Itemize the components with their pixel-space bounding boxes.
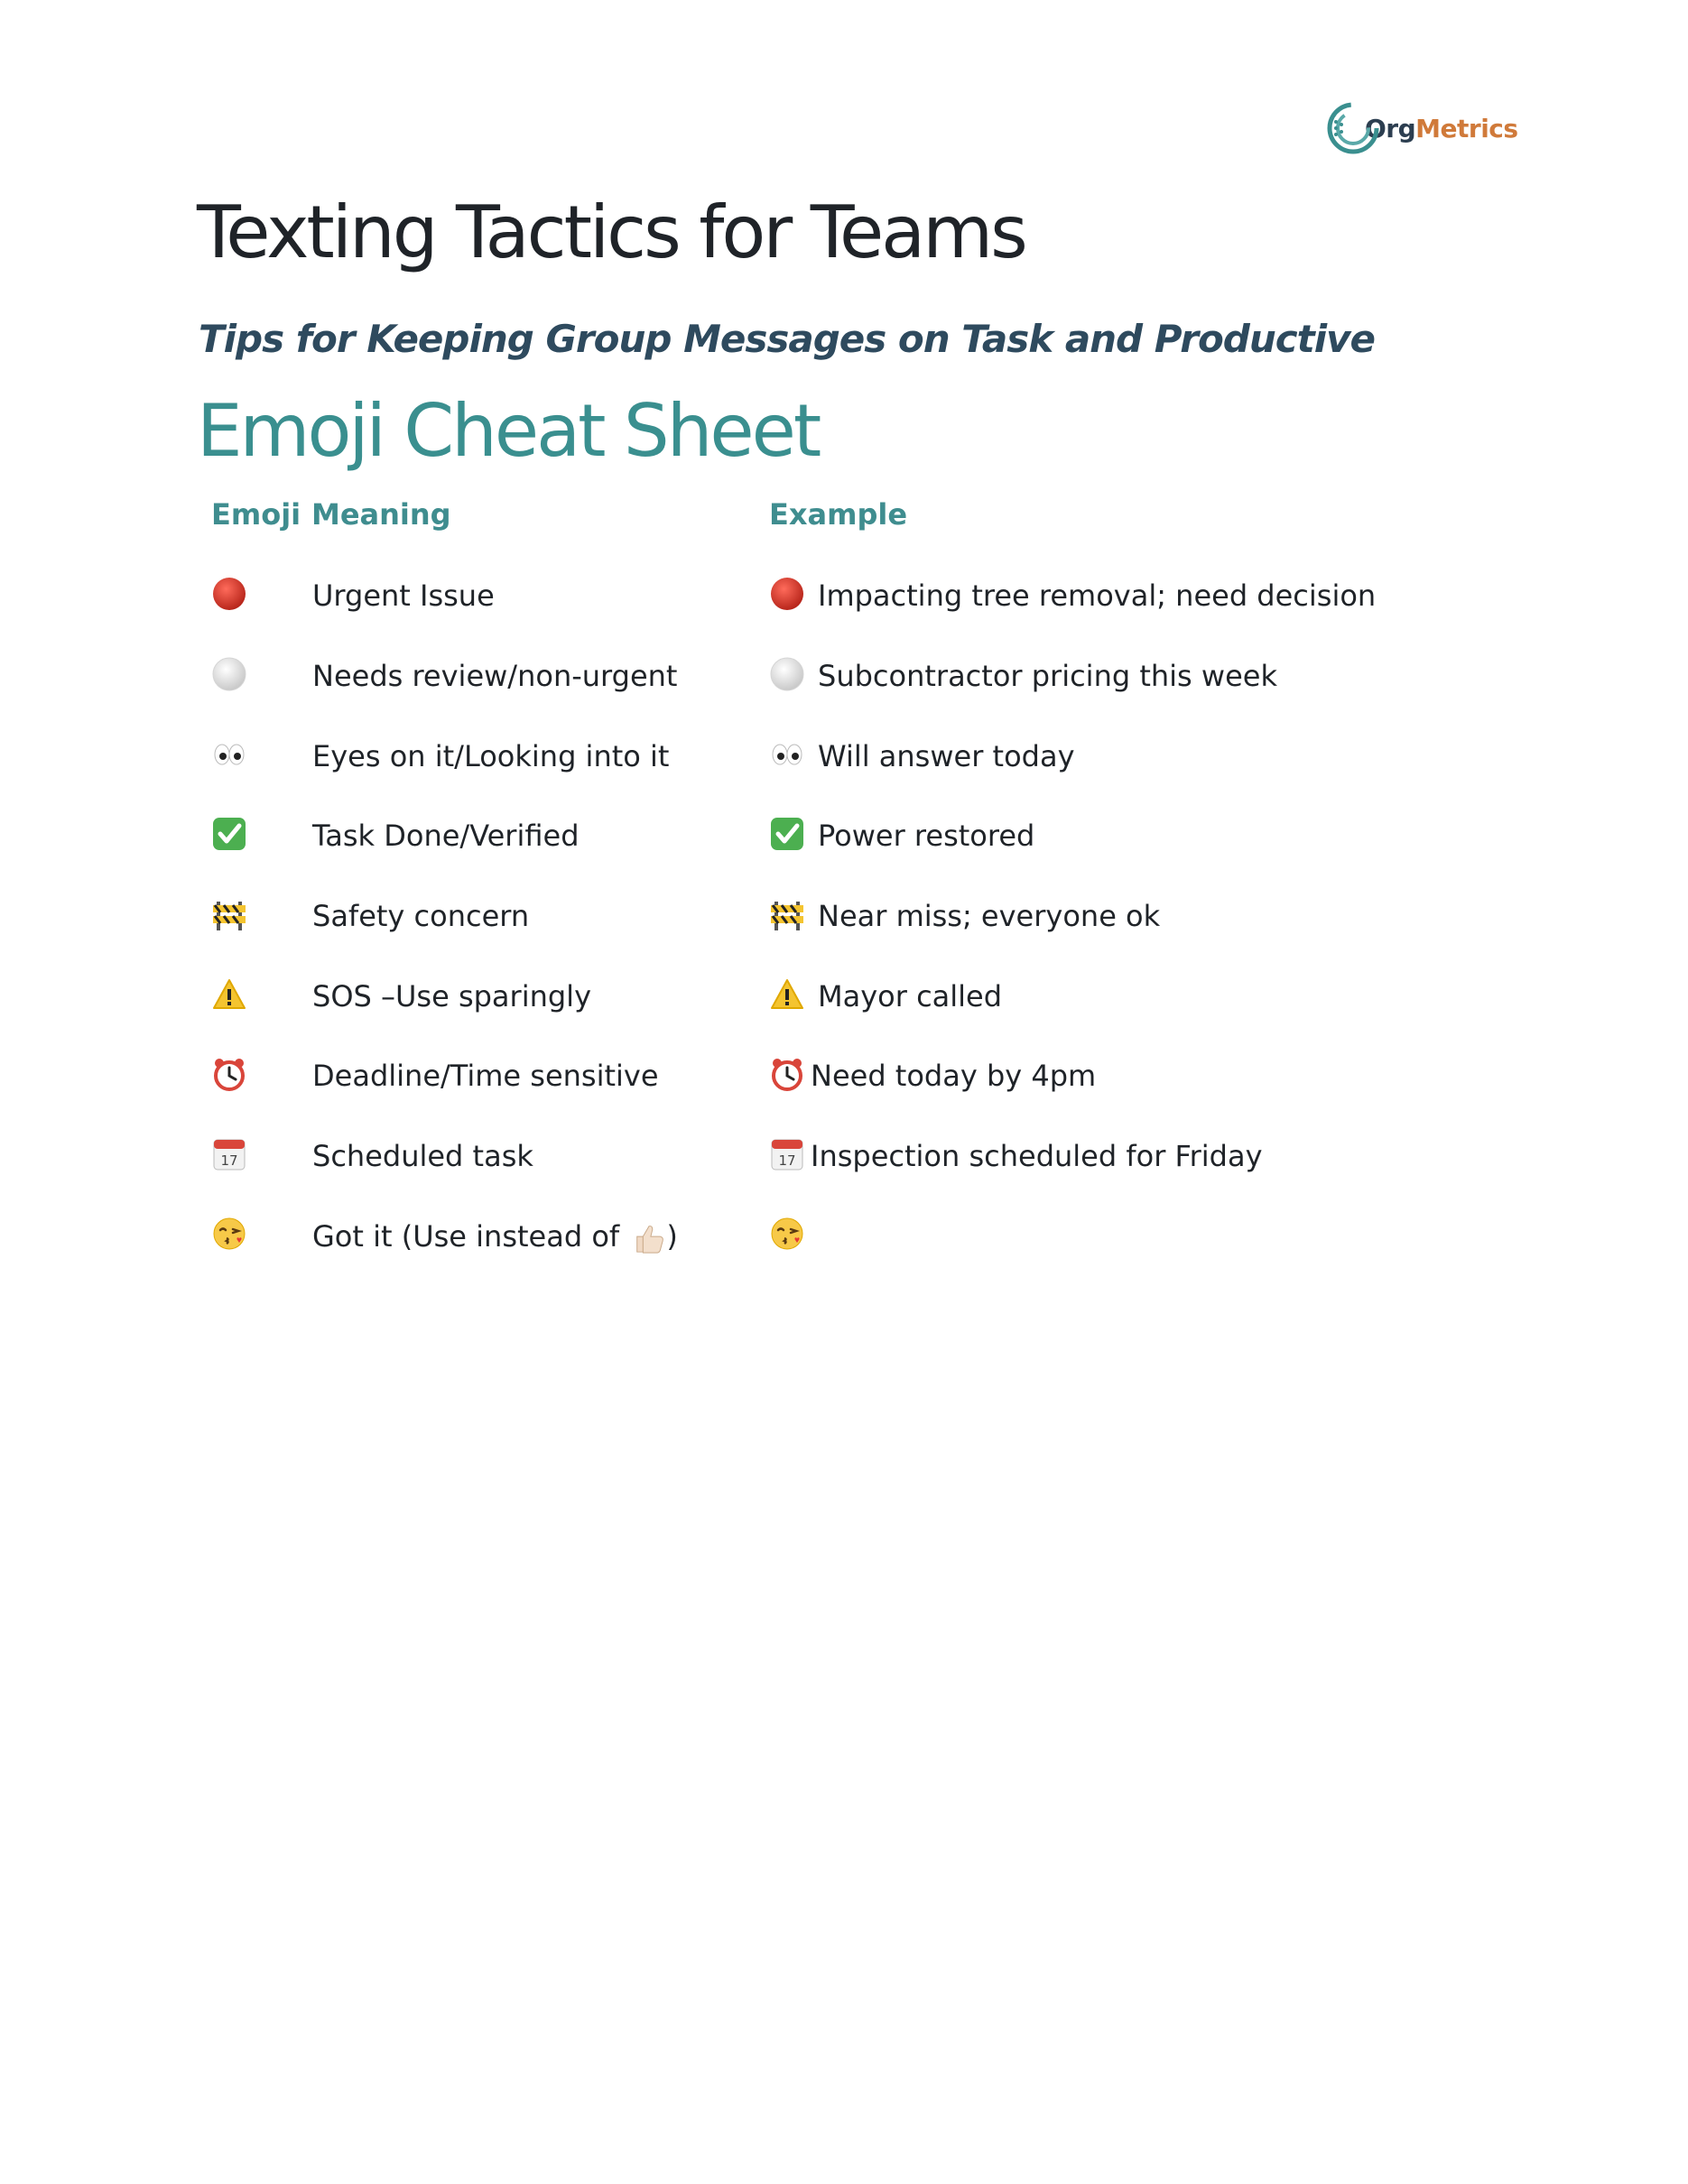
alarm-clock-icon [211, 1056, 247, 1092]
example-text: Subcontractor pricing this week [818, 659, 1277, 693]
white-circle-icon [769, 656, 805, 692]
svg-text:17: 17 [220, 1152, 238, 1169]
red-circle-icon [211, 576, 247, 612]
meaning-text: SOS –Use sparingly [312, 979, 591, 1013]
kissing-face-icon [769, 1216, 805, 1252]
table-row [0, 1216, 1688, 1270]
table-row [0, 736, 1688, 791]
meaning-text: Safety concern [312, 899, 530, 933]
orgmetrics-logo-mark-icon [1327, 102, 1379, 154]
table-row [0, 896, 1688, 950]
example-text: Inspection scheduled for Friday [811, 1139, 1263, 1173]
example-text: Power restored [818, 819, 1035, 853]
kissing-face-icon [211, 1216, 247, 1252]
table-row [0, 976, 1688, 1031]
warning-icon [769, 976, 805, 1013]
example-text: Will answer today [818, 739, 1075, 773]
column-header-emoji: Emoji [211, 497, 301, 532]
check-mark-button-icon [769, 816, 805, 852]
column-header-example: Example [769, 497, 908, 532]
page-title: Texting Tactics for Teams [197, 190, 1025, 274]
construction-barrier-icon [211, 896, 247, 932]
warning-icon [211, 976, 247, 1013]
check-mark-button-icon [211, 816, 247, 852]
table-row [0, 816, 1688, 870]
orgmetrics-logo [1327, 99, 1518, 157]
section-title: Emoji Cheat Sheet [197, 389, 820, 473]
calendar-icon [769, 1136, 805, 1172]
example-text: Mayor called [818, 979, 1003, 1013]
table-row [0, 656, 1688, 710]
meaning-text: Needs review/non-urgent [312, 659, 678, 693]
eyes-icon [769, 736, 805, 773]
table-row [0, 1056, 1688, 1110]
example-text: Need today by 4pm [811, 1059, 1097, 1093]
construction-barrier-icon [769, 896, 805, 932]
example-text: Near miss; everyone ok [818, 899, 1161, 933]
table-row [0, 1136, 1688, 1190]
table-row [0, 576, 1688, 630]
meaning-text: Eyes on it/Looking into it [312, 739, 670, 773]
page-subtitle: Tips for Keeping Group Messages on Task and Productive [199, 317, 1376, 361]
meaning-text: Deadline/Time sensitive [312, 1059, 659, 1093]
meaning-text: Scheduled task [312, 1139, 533, 1173]
white-circle-icon [211, 656, 247, 692]
meaning-text: Urgent Issue [312, 578, 495, 613]
thumbs-up-icon [632, 1221, 666, 1255]
calendar-icon [211, 1136, 247, 1172]
red-circle-icon [769, 576, 805, 612]
meaning-text: Task Done/Verified [312, 819, 580, 853]
alarm-clock-icon [769, 1056, 805, 1092]
example-text: Impacting tree removal; need decision [818, 578, 1377, 613]
logo-text: OrgMetrics [1365, 113, 1518, 143]
meaning-text: Got it (Use instead of ) [312, 1219, 678, 1254]
svg-text:17: 17 [778, 1152, 796, 1169]
eyes-icon [211, 736, 247, 773]
column-header-meaning: Meaning [311, 497, 451, 532]
